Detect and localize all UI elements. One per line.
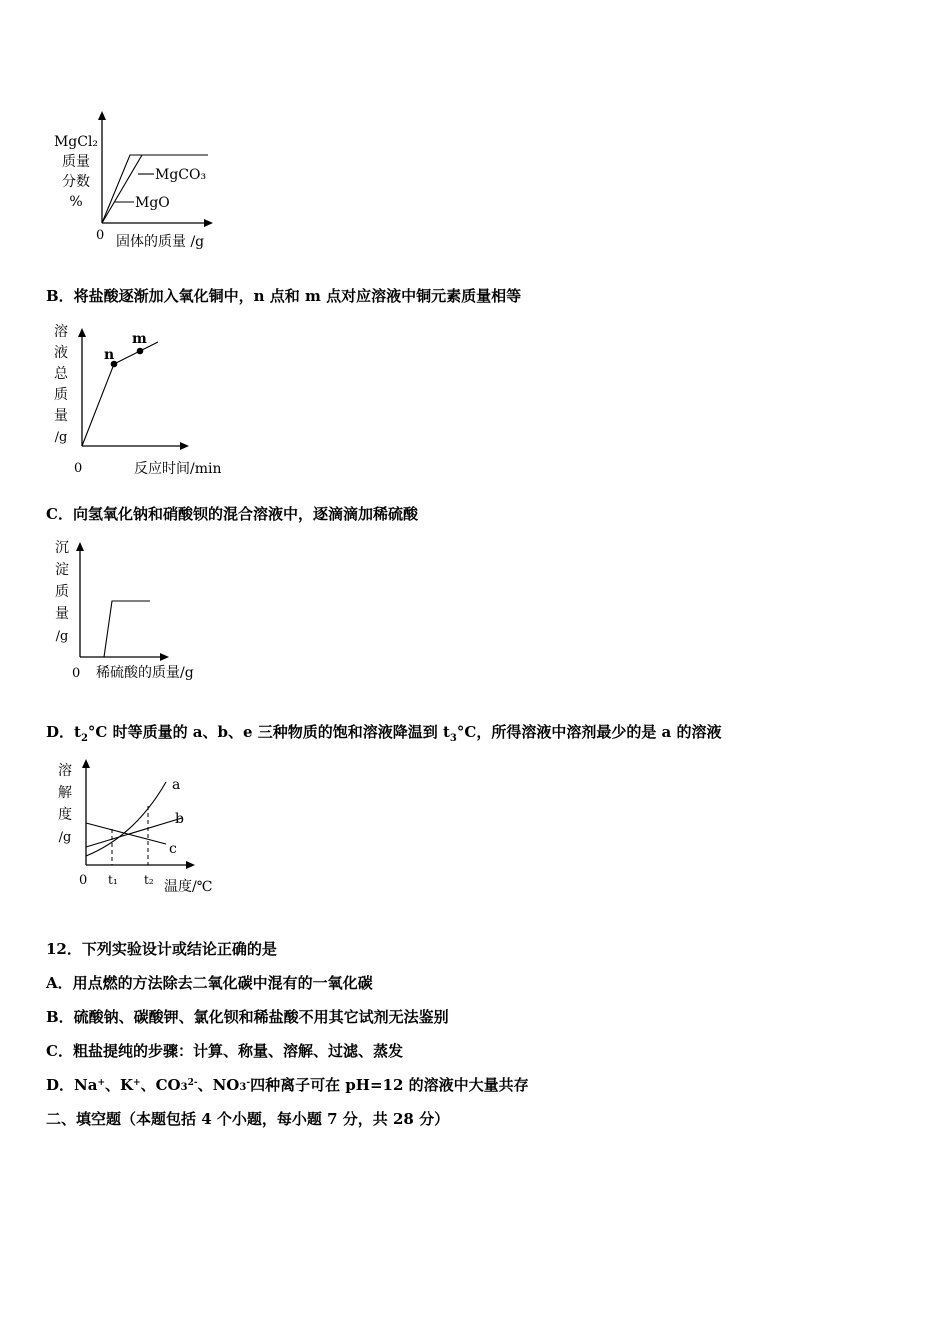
x-axis-label: 反应时间/min <box>134 461 222 477</box>
option-d-text: D．$t_2^\circ C$ 时等质量的 a、b、e 三种物质的饱和溶液降温到 $t_3^\circ C$，所得溶液中溶剂最少的是 a 的溶液 <box>46 723 722 744</box>
point-label-n: n <box>104 347 115 363</box>
y-label-line: MgCl₂ <box>53 134 99 150</box>
y-label-line: 溶 <box>54 324 68 340</box>
figure-solubility-curves <box>50 752 250 902</box>
point-m <box>137 348 144 355</box>
curve-precipitate <box>104 601 150 657</box>
curve-label-mgo: MgO <box>135 195 170 211</box>
x-axis-arrow <box>160 653 169 661</box>
question-12-option-d: D．Na+、K+、$CO3^{2-}$、NO3-四种离子可在 pH=12 的溶液中大量共存 <box>46 1076 529 1094</box>
curve-label-b: b <box>175 811 184 827</box>
x-axis-label: 温度/℃ <box>164 879 213 895</box>
y-label-line: 量 <box>54 408 68 424</box>
figure-precipitate-mass <box>50 534 250 684</box>
question-12-option-c: C．粗盐提纯的步骤：计算、称量、溶解、过滤、蒸发 <box>46 1042 403 1060</box>
y-label-line: 质 <box>54 387 68 403</box>
curve-mgo <box>102 155 154 223</box>
y-label-line: /g <box>58 830 72 845</box>
curve-mass <box>82 342 158 446</box>
tick-label-t2: t₂ <box>144 873 154 887</box>
tick-label-t1: t₁ <box>108 873 118 887</box>
option-c-text: C．向氢氧化钠和硝酸钡的混合溶液中，逐滴滴加稀硫酸 <box>46 505 418 523</box>
y-axis-arrow <box>78 328 86 337</box>
option-b-text: B．将盐酸逐渐加入氧化铜中，n 点和 m 点对应溶液中铜元素质量相等 <box>46 287 522 305</box>
y-label-line: 总 <box>54 366 68 382</box>
origin-label: 0 <box>72 666 81 681</box>
x-axis-label: 稀硫酸的质量/g <box>96 665 194 681</box>
y-label-line: 度 <box>58 807 72 823</box>
x-axis-arrow <box>204 219 213 227</box>
curve-b <box>86 818 182 847</box>
x-axis-arrow <box>180 442 189 450</box>
curve-label-a: a <box>172 777 181 793</box>
y-axis-arrow <box>82 759 90 768</box>
curve-mgco3 <box>102 155 208 223</box>
question-12-stem: 12．下列实验设计或结论正确的是 <box>46 940 277 958</box>
y-axis-arrow <box>98 111 106 120</box>
question-12-option-b: B．硫酸钠、碳酸钾、氯化钡和稀盐酸不用其它试剂无法鉴别 <box>46 1008 449 1026</box>
x-axis-arrow <box>186 861 195 869</box>
question-12-option-a: A．用点燃的方法除去二氧化碳中混有的一氧化碳 <box>46 974 373 992</box>
origin-label: 0 <box>96 228 105 243</box>
curve-a <box>86 782 166 856</box>
figure-solution-mass <box>50 318 250 478</box>
curve-label-mgco3: MgCO₃ <box>155 167 207 183</box>
y-label-line: 质 <box>55 584 69 600</box>
origin-label: 0 <box>79 873 88 888</box>
x-axis-label: 固体的质量 /g <box>116 234 205 250</box>
curve-label-c: c <box>169 841 177 857</box>
y-label-line: 沉 <box>55 540 69 556</box>
y-label-line: /g <box>55 629 69 644</box>
section-2-title: 二、填空题（本题包括 4 个小题，每小题 7 分，共 28 分） <box>46 1110 450 1128</box>
origin-label: 0 <box>74 461 83 476</box>
y-label-line: % <box>69 194 83 210</box>
y-label-line: 溶 <box>58 763 72 779</box>
figure-mgcl2-fraction <box>50 105 280 255</box>
y-axis-arrow <box>76 542 84 551</box>
y-label-line: 质量 <box>62 154 90 170</box>
y-label-line: 解 <box>58 785 72 801</box>
y-label-line: 量 <box>55 606 69 622</box>
point-label-m: m <box>132 331 147 347</box>
y-label-line: 液 <box>54 345 68 361</box>
y-label-line: /g <box>54 430 68 445</box>
y-label-line: 分数 <box>62 174 90 190</box>
y-label-line: 淀 <box>55 562 69 578</box>
